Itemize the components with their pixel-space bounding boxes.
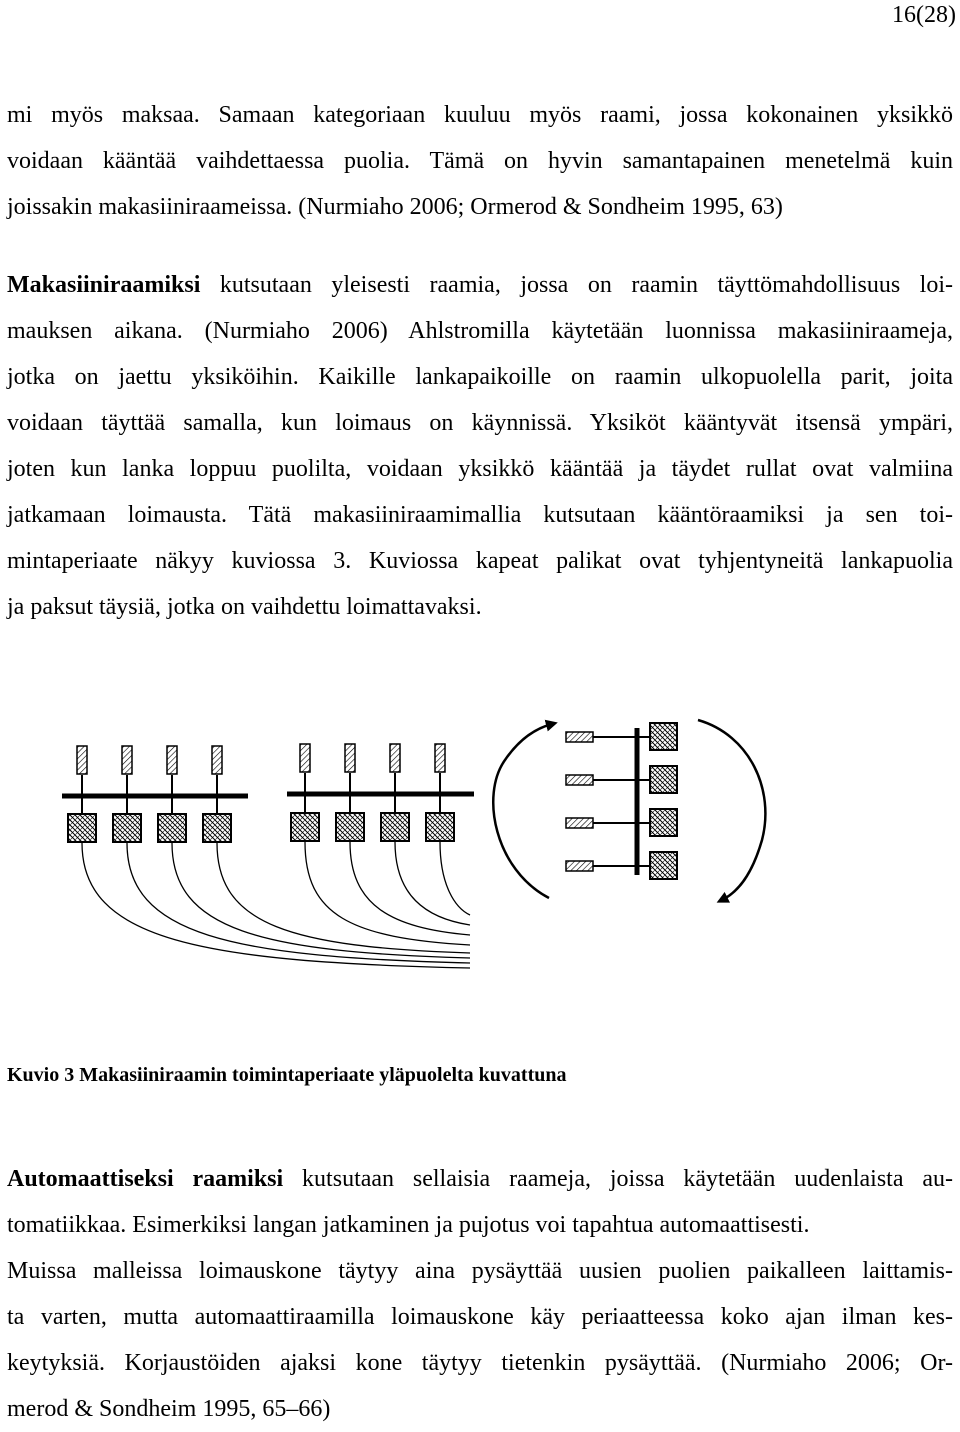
yarn-line (217, 843, 470, 953)
paragraph-intro (7, 92, 953, 230)
full-bobbin (650, 809, 677, 836)
yarn-line (440, 842, 470, 915)
text-line (7, 1156, 953, 1202)
text-line: tomatiikkaa. Esimerkiksi langan jatkaminen ja pujotus voi tapahtua automaattisesti. (7, 1212, 810, 1238)
empty-bobbin (435, 744, 445, 772)
text-line: jotka on jaettu yksiköihin. Kaikille lankapaikoille on raamin ulkopuolella parit, joita (7, 364, 953, 390)
text-line: jatkamaan loimausta. Tätä makasiiniraamimallia kutsutaan kääntöraamiksi ja sen toi- (7, 502, 953, 528)
creel-unit-rotating (493, 720, 765, 900)
creel-diagram (0, 700, 960, 1040)
text-line: keytyksiä. Korjaustöiden ajaksi kone täytyy tietenkin pysäyttää. (Nurmiaho 2006; Or- (7, 1350, 953, 1376)
full-bobbin (650, 766, 677, 793)
rotation-arrow-right (698, 720, 765, 900)
yarn-line (395, 842, 470, 925)
text-line: mi myös maksaa. Samaan kategoriaan kuuluu myös raami, jossa kokonainen yksikkö (7, 102, 953, 128)
paragraph-automaattiraami (7, 1156, 953, 1432)
page-number: 16(28) (892, 2, 956, 28)
empty-bobbin (566, 732, 593, 742)
text-line: ta varten, mutta automaattiraamilla loimauskone käy periaatteessa koko ajan ilman kes- (7, 1304, 953, 1330)
empty-bobbin (345, 744, 355, 772)
full-bobbin (158, 814, 186, 842)
text-line: joten kun lanka loppuu puolilta, voidaan yksikkö kääntää ja täydet rullat ovat valmiina (7, 456, 953, 482)
empty-bobbin (300, 744, 310, 772)
creel-unit-middle (287, 744, 474, 841)
text-line: voidaan täyttää samalla, kun loimaus on käynnissä. Yksiköt kääntyvät itsensä ympäri, (7, 410, 953, 436)
full-bobbin-row (291, 813, 454, 841)
term-bold: Makasiiniraamiksi (7, 272, 201, 298)
yarn-lines (82, 842, 470, 968)
text-line: mintaperiaate näkyy kuviossa 3. Kuviossa kapeat palikat ovat tyhjentyneitä lankapuolia (7, 548, 953, 574)
rotation-arrow-left (493, 724, 552, 898)
text-line: ja paksut täysiä, jotka on vaihdettu loimattavaksi. (7, 594, 482, 620)
text-line: Muissa malleissa loimauskone täytyy aina pysäyttää uusien puolien paikalleen laittamis- (7, 1258, 953, 1284)
empty-bobbin (566, 818, 593, 828)
full-bobbin (291, 813, 319, 841)
empty-bobbin (566, 861, 593, 871)
full-bobbin (68, 814, 96, 842)
empty-bobbin (212, 746, 222, 774)
paragraph-makasiiniraami (7, 262, 953, 630)
full-bobbin (336, 813, 364, 841)
creel-unit-left (62, 746, 248, 842)
full-bobbin (203, 814, 231, 842)
empty-bobbin (122, 746, 132, 774)
full-bobbin-row (68, 814, 231, 842)
empty-bobbin (77, 746, 87, 774)
full-bobbin (113, 814, 141, 842)
text-fragment: kutsutaan sellaisia raameja, joissa käytetään uudenlaista au- (283, 1166, 953, 1192)
empty-bobbin (167, 746, 177, 774)
empty-bobbin-row (77, 746, 222, 814)
full-bobbin-column (650, 723, 677, 879)
figure-caption: Kuvio 3 Makasiiniraamin toimintaperiaate yläpuolelta kuvattuna (7, 1064, 567, 1086)
empty-bobbin-row (300, 744, 445, 812)
full-bobbin (650, 723, 677, 750)
text-line: joissakin makasiiniraameissa. (Nurmiaho 2006; Ormerod & Sondheim 1995, 63) (7, 194, 783, 220)
text-line: voidaan kääntää vaihdettaessa puolia. Tämä on hyvin samantapainen menetelmä kuin (7, 148, 953, 174)
text-line: mauksen aikana. (Nurmiaho 2006) Ahlstromilla käytetään luonnissa makasiiniraameja, (7, 318, 953, 344)
empty-bobbin (566, 775, 593, 785)
yarn-line (305, 842, 470, 945)
text-line (7, 262, 953, 308)
full-bobbin (381, 813, 409, 841)
full-bobbin (426, 813, 454, 841)
text-fragment: kutsutaan yleisesti raamia, jossa on raamin täyttömahdollisuus loi- (200, 272, 953, 298)
term-bold: Automaattiseksi raamiksi (7, 1166, 284, 1192)
empty-bobbin (390, 744, 400, 772)
full-bobbin (650, 852, 677, 879)
text-line: merod & Sondheim 1995, 65–66) (7, 1396, 331, 1422)
